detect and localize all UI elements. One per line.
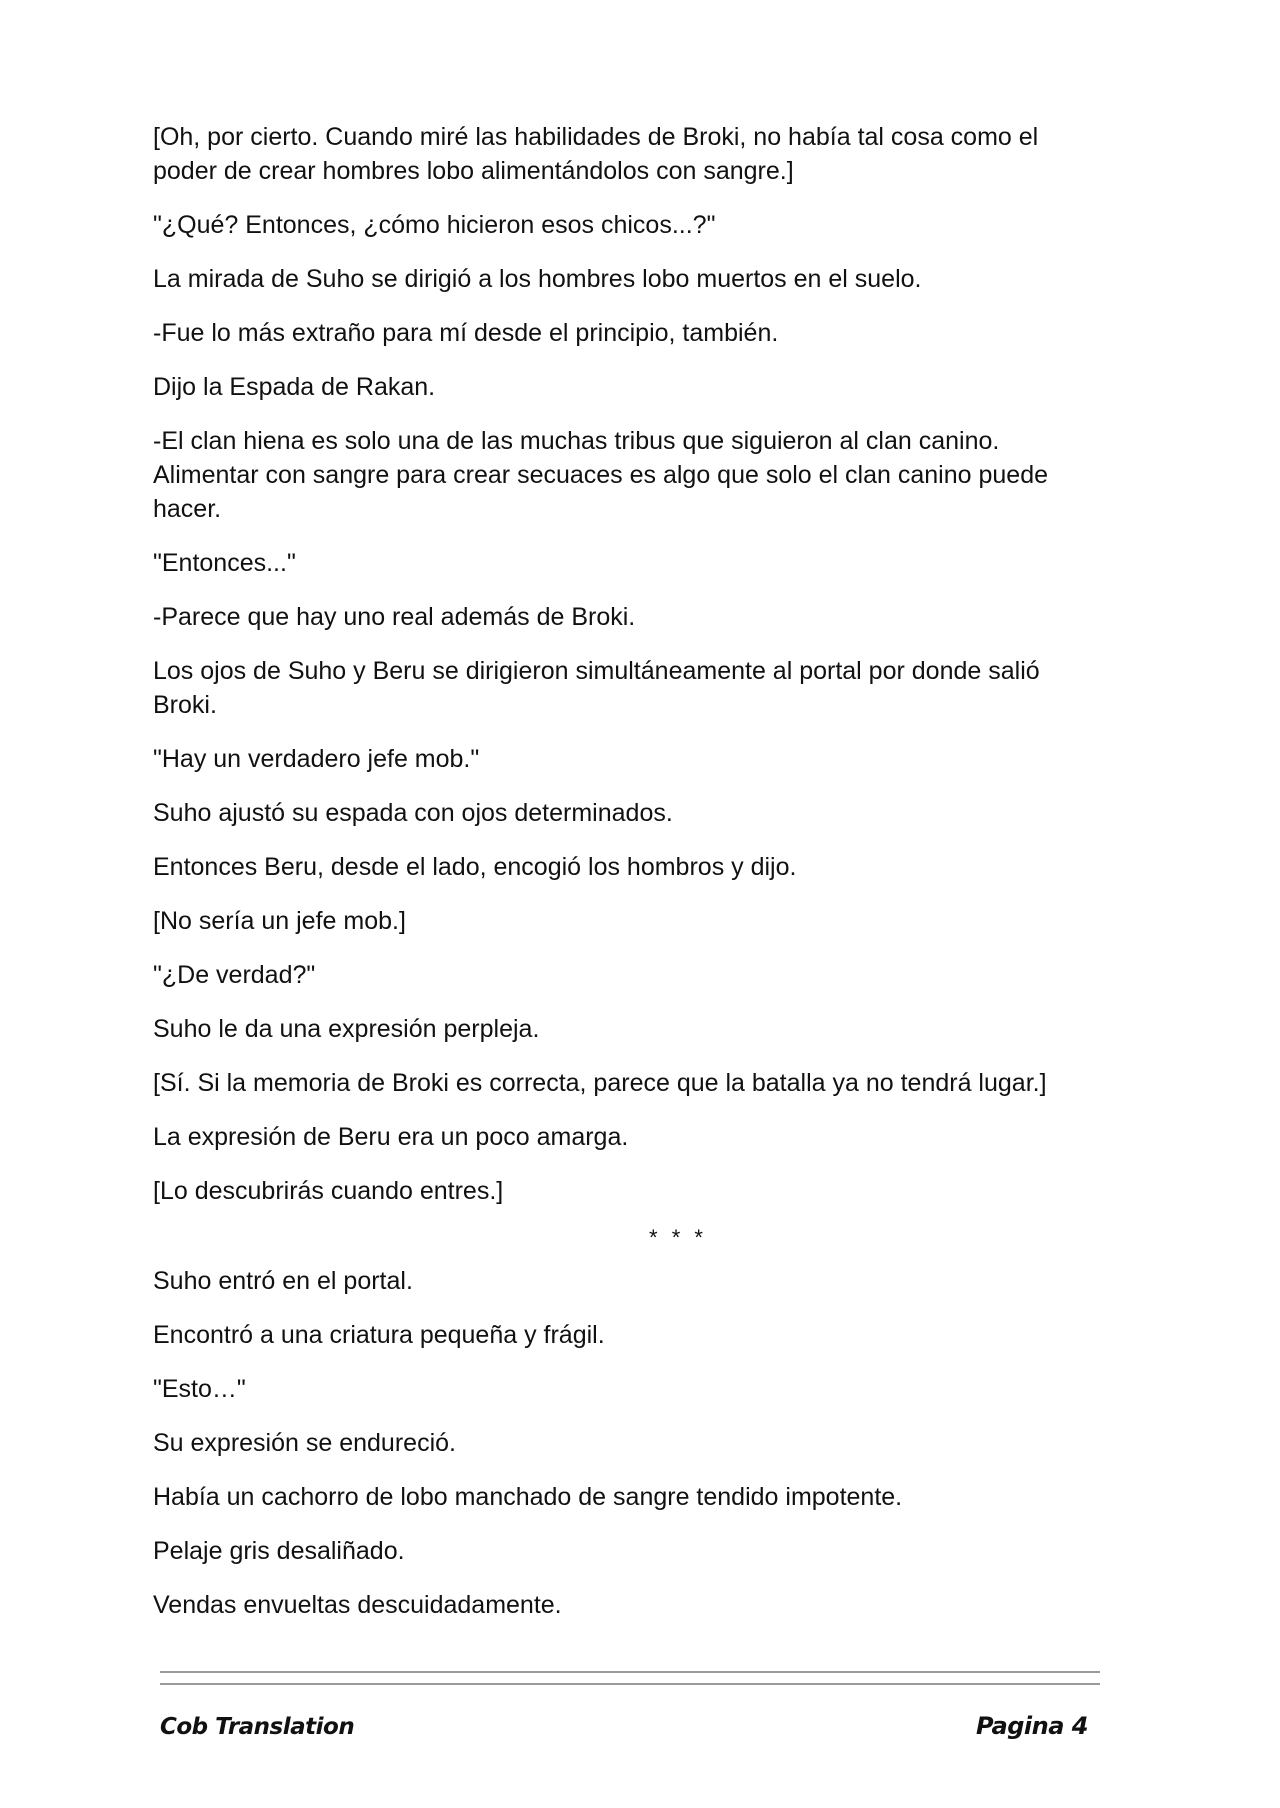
paragraph: [No sería un jefe mob.]	[153, 907, 406, 935]
paragraph: "Entonces..."	[153, 549, 296, 577]
paragraph: Pelaje gris desaliñado.	[153, 1537, 405, 1565]
paragraph: "¿De verdad?"	[153, 961, 316, 989]
paragraph: Suho le da una expresión perpleja.	[153, 1015, 540, 1043]
paragraph: "Esto…"	[153, 1375, 246, 1403]
paragraph: Vendas envueltas descuidadamente.	[153, 1591, 562, 1619]
paragraph: Entonces Beru, desde el lado, encogió los hombros y dijo.	[153, 853, 797, 881]
paragraph: [Oh, por cierto. Cuando miré las habilidades de Broki, no había tal cosa como el poder de crear hombres lobo alimentándolos con sangre.]	[153, 123, 1039, 185]
paragraph: Los ojos de Suho y Beru se dirigieron simultáneamente al portal por donde salió Broki.	[153, 657, 1040, 719]
footer-page-number: Pagina 4	[976, 1712, 1088, 1740]
scene-separator: * * *	[649, 1225, 707, 1250]
paragraph: Suho ajustó su espada con ojos determinados.	[153, 799, 673, 827]
paragraph: Había un cachorro de lobo manchado de sangre tendido impotente.	[153, 1483, 903, 1511]
paragraph: "Hay un verdadero jefe mob."	[153, 745, 480, 773]
paragraph: -Parece que hay uno real además de Broki.	[153, 603, 636, 631]
paragraph: Encontró a una criatura pequeña y frágil.	[153, 1321, 605, 1349]
paragraph: Su expresión se endureció.	[153, 1429, 456, 1457]
paragraph: -El clan hiena es solo una de las muchas tribus que siguieron al clan canino. Alimentar con sangre para crear secuaces es algo que solo el clan canino puede hacer.	[153, 427, 1048, 523]
paragraph: La mirada de Suho se dirigió a los hombres lobo muertos en el suelo.	[153, 265, 922, 293]
footer-translator-credit: Cob Translation	[160, 1714, 355, 1740]
paragraph: [Sí. Si la memoria de Broki es correcta, parece que la batalla ya no tendrá lugar.]	[153, 1069, 1047, 1097]
paragraph: Dijo la Espada de Rakan.	[153, 373, 436, 401]
footer-divider-bottom	[160, 1683, 1100, 1685]
footer-divider-top	[160, 1671, 1100, 1673]
paragraph: Suho entró en el portal.	[153, 1267, 413, 1295]
document-body	[153, 120, 1093, 1642]
paragraph: La expresión de Beru era un poco amarga.	[153, 1123, 629, 1151]
paragraph: -Fue lo más extraño para mí desde el principio, también.	[153, 319, 779, 347]
paragraph: [Lo descubrirás cuando entres.]	[153, 1177, 504, 1205]
paragraph: "¿Qué? Entonces, ¿cómo hicieron esos chicos...?"	[153, 211, 716, 239]
